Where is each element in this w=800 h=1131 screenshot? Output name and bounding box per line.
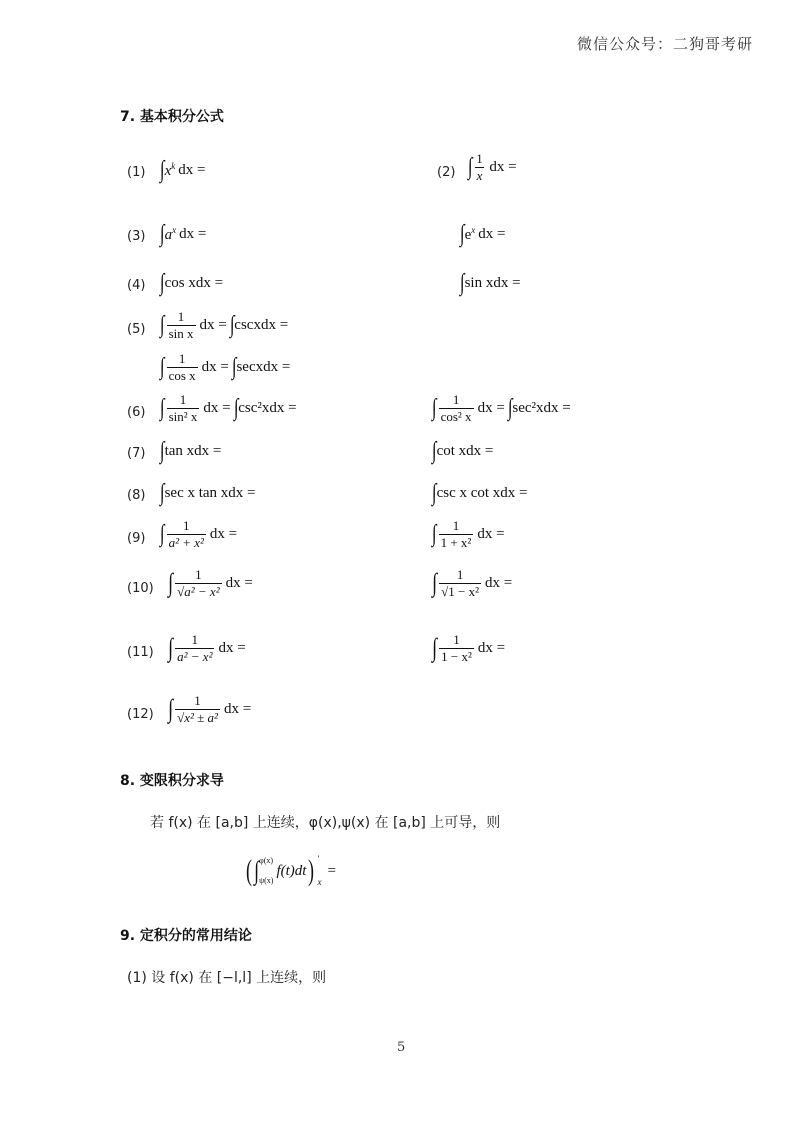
formula-5a: ∫ $\frac{1}{\text{sin x}}$ dx = ∫ cscxdx =	[159, 309, 289, 341]
formula-10a: ∫ $\frac{1}{\text{√a² − x²}}$ dx =	[168, 567, 253, 599]
label-6: (6)	[127, 405, 146, 420]
formula-8b: ∫ csc x cot xdx =	[431, 480, 528, 506]
section-9-item-1: (1) 设 f(x) 在 [−l,l] 上连续，则	[127, 970, 327, 986]
fraction: $\frac{1}{x}$	[476, 151, 483, 183]
label-10: (10)	[127, 581, 154, 596]
formula-4b: ∫ sin xdx =	[459, 270, 521, 296]
label-1: (1)	[127, 165, 146, 180]
integral-sign: ∫	[159, 157, 165, 183]
formula-8a: ∫ sec x tan xdx =	[159, 480, 256, 506]
label-4: (4)	[127, 278, 146, 293]
formula-7a: ∫ tan xdx =	[159, 438, 222, 464]
section-8-title: 8. 变限积分求导	[120, 773, 224, 789]
formula-1a: ∫ $x^k$ dx =	[159, 157, 206, 183]
label-5: (5)	[127, 322, 146, 337]
formula-11b: ∫ $\frac{1}{\text{1 − x²}}$ dx =	[432, 632, 506, 664]
page-header: 微信公众号：二狗哥考研	[577, 35, 754, 53]
formula-10b: ∫ $\frac{1}{\text{√1 − x²}}$ dx =	[432, 567, 513, 599]
label-9: (9)	[127, 531, 146, 546]
label-8: (8)	[127, 488, 146, 503]
label-7: (7)	[127, 446, 146, 461]
formula-7b: ∫ cot xdx =	[431, 438, 494, 464]
formula-11a: ∫ $\frac{1}{\text{a² − x²}}$ dx =	[168, 632, 246, 664]
formula-6b: ∫ $\frac{1}{\text{cos² x}}$ dx = ∫ sec²xdx =	[431, 392, 571, 424]
formula-4a: ∫ cos xdx =	[159, 270, 224, 296]
label-2: (2)	[437, 165, 456, 180]
formula-1b: ∫ $\frac{1}{x}$ dx =	[467, 151, 517, 183]
formula-3a: ∫ $a^x$ dx =	[159, 221, 207, 247]
section-7-title: 7. 基本积分公式	[120, 109, 224, 125]
label-11: (11)	[127, 645, 154, 660]
formula-5b: ∫ $\frac{1}{\text{cos x}}$ dx = ∫ secxdx =	[159, 351, 291, 383]
section-9-title: 9. 定积分的常用结论	[120, 928, 252, 944]
integral-sign: ∫	[467, 154, 473, 181]
formula-9b: ∫ $\frac{1}{\text{1 + x²}}$ dx =	[431, 518, 505, 550]
page-number: 5	[397, 1040, 406, 1055]
section-8-formula: ( ∫ φ(x) ψ(x) f(t)dt ) ′ x =	[246, 854, 336, 887]
section-8-condition: 若 f(x) 在 [a,b] 上连续，φ(x),ψ(x) 在 [a,b] 上可导，则	[150, 815, 501, 831]
label-3: (3)	[127, 229, 146, 244]
formula-6a: ∫ $\frac{1}{\text{sin² x}}$ dx = ∫ csc²xdx =	[159, 392, 297, 424]
formula-3b: ∫ $e^x$ dx =	[459, 221, 506, 247]
formula-12: ∫ $\frac{1}{\text{√x² ± a²}}$ dx =	[168, 693, 252, 725]
formula-9a: ∫ $\frac{1}{\text{a² + x²}}$ dx =	[159, 518, 238, 550]
label-12: (12)	[127, 707, 154, 722]
